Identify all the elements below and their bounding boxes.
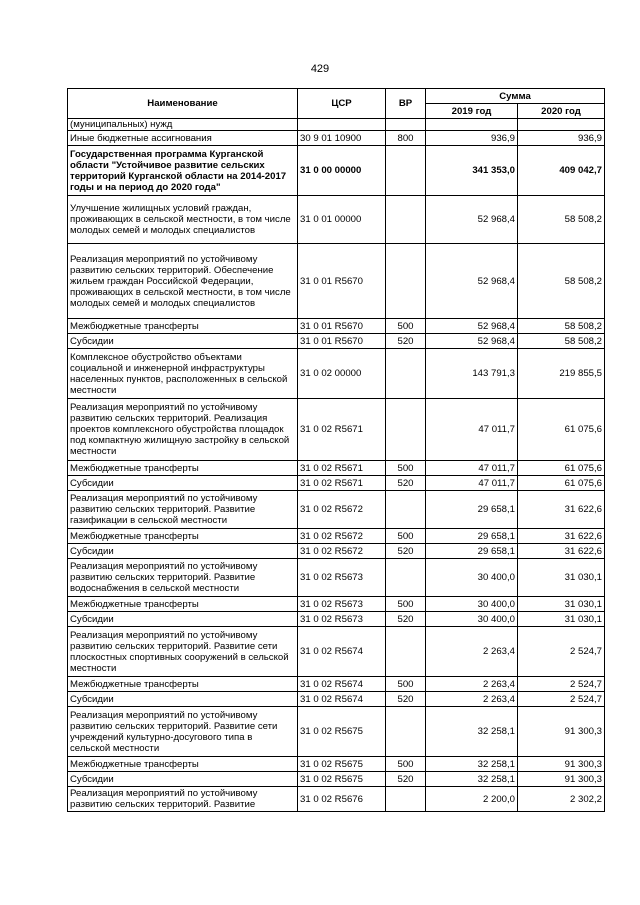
row-sum-2019: 341 353,0 — [426, 146, 518, 196]
row-sum-2019: 32 258,1 — [426, 707, 518, 757]
row-name: Реализация мероприятий по устойчивому развитию сельских территорий. Реализация проектов комплексного обустройства площадок под компактную жилищную застройку в сельской местности — [68, 399, 298, 461]
row-sum-2020: 31 622,6 — [518, 529, 605, 544]
row-sum-2020: 2 524,7 — [518, 677, 605, 692]
row-name: Реализация мероприятий по устойчивому развитию сельских территорий. Развитие сети учреждений культурно-досугового типа в сельской местности — [68, 707, 298, 757]
row-name: Межбюджетные трансферты — [68, 677, 298, 692]
row-name: Реализация мероприятий по устойчивому развитию сельских территорий. Развитие водоснабжения в сельской местности — [68, 559, 298, 597]
row-csr: 31 0 02 R5674 — [298, 677, 386, 692]
page-number: 429 — [310, 63, 330, 75]
row-csr: 31 0 02 R5673 — [298, 597, 386, 612]
row-sum-2020: 2 524,7 — [518, 692, 605, 707]
row-name: Межбюджетные трансферты — [68, 757, 298, 772]
row-csr: 31 0 02 R5672 — [298, 529, 386, 544]
table-row — [68, 476, 605, 491]
header-vr: ВР — [386, 89, 426, 119]
row-name: Межбюджетные трансферты — [68, 461, 298, 476]
row-vr — [386, 244, 426, 319]
table-row — [68, 677, 605, 692]
row-sum-2019: 52 968,4 — [426, 196, 518, 244]
row-csr: 31 0 00 00000 — [298, 146, 386, 196]
row-sum-2020: 61 075,6 — [518, 399, 605, 461]
row-vr: 520 — [386, 544, 426, 559]
row-csr: 31 0 01 R5670 — [298, 334, 386, 349]
row-vr: 500 — [386, 461, 426, 476]
row-name: Реализация мероприятий по устойчивому развитию сельских территорий. Развитие — [68, 787, 298, 812]
row-csr: 31 0 02 R5671 — [298, 476, 386, 491]
table-row — [68, 131, 605, 146]
row-vr: 520 — [386, 476, 426, 491]
row-vr: 500 — [386, 677, 426, 692]
row-csr: 31 0 02 R5675 — [298, 707, 386, 757]
table-row — [68, 334, 605, 349]
table-row — [68, 461, 605, 476]
table-row — [68, 491, 605, 529]
row-csr — [298, 119, 386, 131]
table-row — [68, 787, 605, 812]
row-vr — [386, 491, 426, 529]
table-row — [68, 627, 605, 677]
table-row — [68, 196, 605, 244]
row-csr: 31 0 02 R5672 — [298, 491, 386, 529]
row-sum-2019: 2 263,4 — [426, 627, 518, 677]
row-sum-2020: 2 302,2 — [518, 787, 605, 812]
row-name: Субсидии — [68, 334, 298, 349]
row-vr — [386, 349, 426, 399]
row-csr: 31 0 01 R5670 — [298, 319, 386, 334]
table-body — [68, 119, 605, 812]
row-sum-2019: 52 968,4 — [426, 334, 518, 349]
row-vr — [386, 707, 426, 757]
row-vr: 520 — [386, 612, 426, 627]
row-sum-2020: 58 508,2 — [518, 244, 605, 319]
budget-table — [67, 88, 605, 812]
row-sum-2020: 58 508,2 — [518, 334, 605, 349]
table-row — [68, 597, 605, 612]
row-name: Субсидии — [68, 612, 298, 627]
row-sum-2020 — [518, 119, 605, 131]
row-sum-2020: 91 300,3 — [518, 757, 605, 772]
row-sum-2019: 47 011,7 — [426, 399, 518, 461]
row-csr: 31 0 02 R5672 — [298, 544, 386, 559]
row-vr: 500 — [386, 529, 426, 544]
row-csr: 31 0 01 00000 — [298, 196, 386, 244]
row-vr — [386, 559, 426, 597]
row-sum-2019: 52 968,4 — [426, 244, 518, 319]
row-vr — [386, 196, 426, 244]
table-row — [68, 244, 605, 319]
row-vr: 500 — [386, 597, 426, 612]
row-sum-2019: 29 658,1 — [426, 529, 518, 544]
table-row — [68, 349, 605, 399]
row-vr: 800 — [386, 131, 426, 146]
row-vr: 520 — [386, 772, 426, 787]
row-sum-2020: 58 508,2 — [518, 319, 605, 334]
row-name: Государственная программа Курганской области "Устойчивое развитие сельских территорий Курганской области на 2014-2017 годы и на период до 2020 года" — [68, 146, 298, 196]
row-vr: 520 — [386, 334, 426, 349]
row-sum-2019: 2 200,0 — [426, 787, 518, 812]
row-sum-2020: 219 855,5 — [518, 349, 605, 399]
row-sum-2020: 31 622,6 — [518, 491, 605, 529]
row-sum-2019: 2 263,4 — [426, 677, 518, 692]
table-row — [68, 529, 605, 544]
table-row — [68, 399, 605, 461]
table-row — [68, 692, 605, 707]
row-name: Комплексное обустройство объектами социальной и инженерной инфраструктуры населенных пунктов, расположенных в сельской местности — [68, 349, 298, 399]
row-vr — [386, 146, 426, 196]
table-row — [68, 772, 605, 787]
row-sum-2019: 30 400,0 — [426, 612, 518, 627]
row-sum-2019: 2 263,4 — [426, 692, 518, 707]
row-csr: 31 0 02 R5676 — [298, 787, 386, 812]
row-csr: 31 0 02 00000 — [298, 349, 386, 399]
table-row — [68, 559, 605, 597]
row-csr: 31 0 02 R5673 — [298, 559, 386, 597]
row-csr: 31 0 02 R5674 — [298, 627, 386, 677]
table-row — [68, 146, 605, 196]
row-name: Субсидии — [68, 544, 298, 559]
row-csr: 31 0 02 R5675 — [298, 757, 386, 772]
row-csr: 31 0 02 R5675 — [298, 772, 386, 787]
row-sum-2019: 47 011,7 — [426, 476, 518, 491]
header-year-2020: 2020 год — [518, 104, 605, 119]
table-row — [68, 319, 605, 334]
header-name: Наименование — [68, 89, 298, 119]
row-vr — [386, 787, 426, 812]
row-sum-2020: 31 030,1 — [518, 597, 605, 612]
row-name: Субсидии — [68, 772, 298, 787]
header-year-2019: 2019 год — [426, 104, 518, 119]
row-csr: 31 0 02 R5671 — [298, 461, 386, 476]
row-sum-2020: 409 042,7 — [518, 146, 605, 196]
row-name: Реализация мероприятий по устойчивому развитию сельских территорий. Развитие сети плоскостных спортивных сооружений в сельской местности — [68, 627, 298, 677]
row-sum-2019: 32 258,1 — [426, 772, 518, 787]
row-sum-2019: 47 011,7 — [426, 461, 518, 476]
row-vr: 500 — [386, 319, 426, 334]
row-sum-2020: 31 622,6 — [518, 544, 605, 559]
table-row — [68, 757, 605, 772]
row-csr: 30 9 01 10900 — [298, 131, 386, 146]
row-sum-2020: 2 524,7 — [518, 627, 605, 677]
row-vr — [386, 119, 426, 131]
row-name: Межбюджетные трансферты — [68, 319, 298, 334]
row-sum-2020: 58 508,2 — [518, 196, 605, 244]
row-name: Реализация мероприятий по устойчивому развитию сельских территорий. Развитие газификации в сельской местности — [68, 491, 298, 529]
row-csr: 31 0 02 R5674 — [298, 692, 386, 707]
row-sum-2019: 52 968,4 — [426, 319, 518, 334]
row-name: Межбюджетные трансферты — [68, 529, 298, 544]
row-name: Улучшение жилищных условий граждан, проживающих в сельской местности, в том числе молодых семей и молодых специалистов — [68, 196, 298, 244]
row-sum-2019 — [426, 119, 518, 131]
row-name: Субсидии — [68, 476, 298, 491]
table-row — [68, 707, 605, 757]
row-sum-2019: 30 400,0 — [426, 559, 518, 597]
header-sum: Сумма — [426, 89, 605, 104]
row-sum-2019: 30 400,0 — [426, 597, 518, 612]
row-sum-2020: 61 075,6 — [518, 461, 605, 476]
row-name: Межбюджетные трансферты — [68, 597, 298, 612]
row-name: Иные бюджетные ассигнования — [68, 131, 298, 146]
row-vr: 500 — [386, 757, 426, 772]
row-sum-2020: 31 030,1 — [518, 559, 605, 597]
header-csr: ЦСР — [298, 89, 386, 119]
table-row — [68, 119, 605, 131]
row-sum-2020: 91 300,3 — [518, 707, 605, 757]
row-sum-2019: 29 658,1 — [426, 491, 518, 529]
table-row — [68, 544, 605, 559]
row-csr: 31 0 01 R5670 — [298, 244, 386, 319]
row-csr: 31 0 02 R5673 — [298, 612, 386, 627]
row-name: Субсидии — [68, 692, 298, 707]
row-vr: 520 — [386, 692, 426, 707]
row-sum-2020: 91 300,3 — [518, 772, 605, 787]
row-sum-2019: 29 658,1 — [426, 544, 518, 559]
row-sum-2019: 32 258,1 — [426, 757, 518, 772]
row-csr: 31 0 02 R5671 — [298, 399, 386, 461]
row-sum-2020: 61 075,6 — [518, 476, 605, 491]
row-name: Реализация мероприятий по устойчивому развитию сельских территорий. Обеспечение жильем граждан Российской Федерации, проживающих в сельской местности, в том числе молодых семей и молодых специалистов — [68, 244, 298, 319]
row-name: (муниципальных) нужд — [68, 119, 298, 131]
row-sum-2020: 936,9 — [518, 131, 605, 146]
row-vr — [386, 627, 426, 677]
row-vr — [386, 399, 426, 461]
row-sum-2019: 143 791,3 — [426, 349, 518, 399]
table-row — [68, 612, 605, 627]
row-sum-2020: 31 030,1 — [518, 612, 605, 627]
row-sum-2019: 936,9 — [426, 131, 518, 146]
